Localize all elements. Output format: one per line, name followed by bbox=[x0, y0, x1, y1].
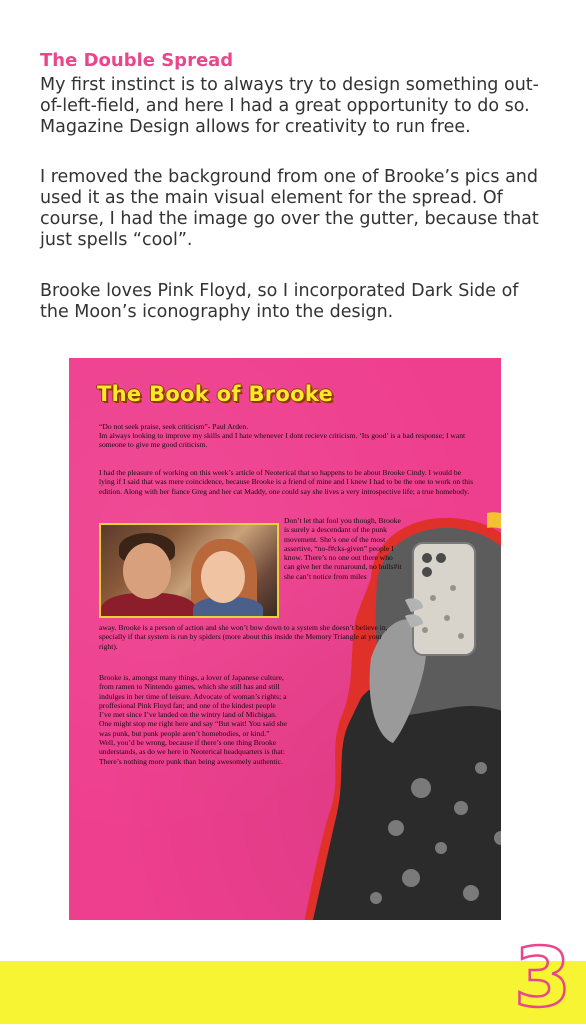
section-heading: The Double Spread bbox=[40, 50, 234, 71]
paragraph-instinct: My first instinct is to always try to design something out-of-left-field, and here I had a great opportunity to do so. Magazine Design allows for creativity to run free. bbox=[40, 75, 539, 137]
magazine-story-continued: away. Brooke is a person of action and she won’t bow down to a system she doesn’t believe in, specially if that system is run by spiders (more about this inside the Memory Triangle at your right). bbox=[99, 623, 388, 651]
magazine-body: Brooke is, amongst many things, a lover of Japanese culture, from ramen to Nintendo games, which she still has and still indulges in her time of leisure. Advocate of woman’s rights; a proffesional Pink Floyd fan; and one of the kindest people I’ve met since I’ve landed on the wintry land of Michigan. One might stop me right here and say “But wait! You said she was punk, but punk people aren’t homebodies, or kind.” Well, you’d be wrong, because if there’s one thing Brooke understands, as do we here in Neoterical headquarters is that: There’s nothing more punk than being awesomely authentic. bbox=[99, 673, 287, 766]
magazine-title: The Book of Brooke bbox=[97, 382, 334, 406]
magazine-quote: “Do not seek praise, seek criticism”- Paul Arden. bbox=[99, 422, 249, 431]
magazine-sidebar-text: Don’t let that fool you though, Brooke is surely a descendant of the punk movement. She’s one of the most assertive, “no-f#cks-given” people I know. There’s no one out there who can give her the runaround, no bulls#it she can’t notice from miles bbox=[284, 516, 402, 581]
paragraph-pink-floyd: Brooke loves Pink Floyd, so I incorporated Dark Side of the Moon’s iconography into the design. bbox=[40, 281, 519, 322]
couple-photo bbox=[99, 523, 279, 618]
footer-band bbox=[0, 961, 586, 1024]
page-number: 3 bbox=[514, 931, 572, 1026]
magazine-story: I had the pleasure of working on this week’s article of Neoterical that so happens to be about Brooke Cindy. I would be lying if I said that was mere coincidence, because Brooke is a friend of mine and I knew I had to be the one to work on this edition. Along with her fiance Greg and her cat Maddy, one could say she lives a very introspective life; a true homebody. bbox=[99, 468, 474, 496]
magazine-intro: Im always looking to improve my skills and I hate whenever I dont recieve criticism. ‘Its good’ is a bad response; I want someone to give me good criticism. bbox=[99, 431, 466, 450]
paragraph-background: I removed the background from one of Brooke’s pics and used it as the main visual element for the spread. Of course, I had the image go over the gutter, because that just spells “cool”. bbox=[40, 167, 539, 250]
magazine-spread-image bbox=[69, 358, 501, 920]
